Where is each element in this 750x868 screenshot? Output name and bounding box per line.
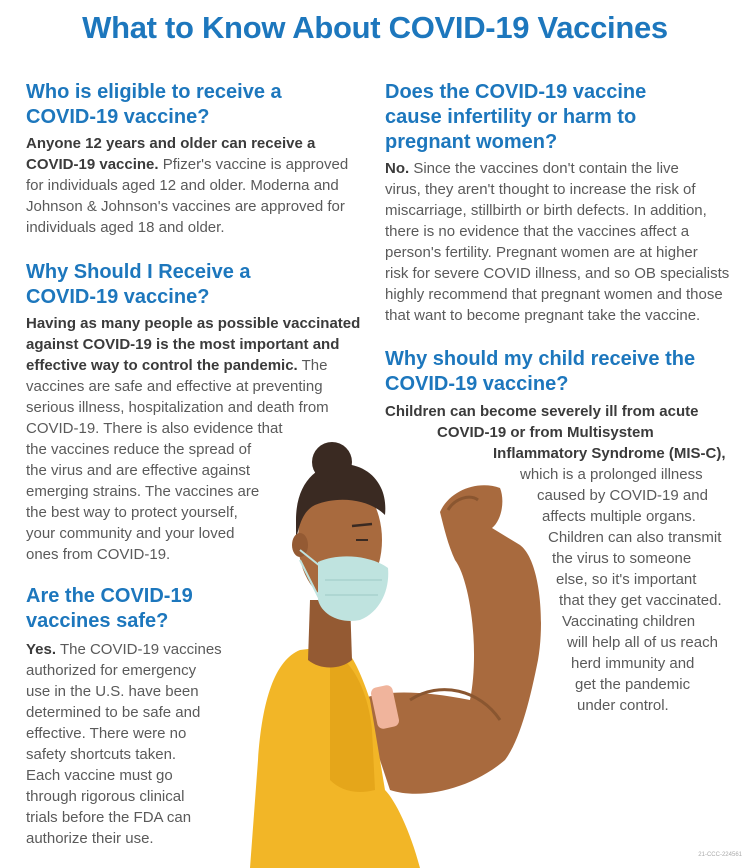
child-body: Children can become severely ill from acute COVID-19 or from Multisystem Inflammatory Syndrome (MIS-C), which is a prolonged illness caused by COVID-19 and affects multiple organs. Children can also transmit the virus to someone else, so it's important that they get vaccinated. Vaccinating children will help all of us reach herd immunity and get the pandemic under control.: [385, 403, 726, 714]
infertility-body: No. Since the vaccines don't contain the live virus, they aren't thought to increase the risk of miscarriage, stillbirth or birth defects. In addition, there is no evidence that the vaccines affect a person's fertility. Pregnant women are at higher risk for severe COVID illness, and so OB specialists highly recommend that pregnant women and those that want to become pregnant take the vaccine.: [385, 160, 730, 324]
document-code: 21-CCC-224561: [698, 852, 742, 858]
safe-body: Yes. The COVID-19 vaccines authorized for emergency use in the U.S. have been determined to be safe and effective. There were no safety shortcuts taken. Each vaccine must go through rigorous clinical trials before the FDA can authorize their use.: [26, 641, 222, 847]
safe-heading: Are the COVID-19 vaccines safe?: [26, 585, 193, 632]
why-body: Having as many people as possible vaccinated against COVID-19 is the most important and effective way to control the pandemic. The vaccines are safe and effective at preventing serious illness, hospitalization and death from COVID-19. There is also evidence that the vaccines reduce the spread of the virus and are effective against emerging strains. The vaccines are the best way to protect yourself, your community and your loved ones from COVID-19.: [26, 315, 361, 563]
page-title: What to Know About COVID-19 Vaccines: [82, 10, 668, 45]
face-mask: [318, 556, 388, 621]
eligible-heading: Who is eligible to receive a COVID-19 vaccine?: [26, 81, 282, 128]
eligible-body: Anyone 12 years and older can receive a COVID-19 vaccine. Pfizer's vaccine is approved for individuals aged 12 and older. Moderna and Johnson & Johnson's vaccines are approved for individuals aged 18 and older.: [26, 135, 349, 236]
child-heading: Why should my child receive the COVID-19 vaccine?: [385, 348, 696, 395]
why-heading: Why Should I Receive a COVID-19 vaccine?: [26, 261, 251, 308]
infertility-heading: Does the COVID-19 vaccine cause infertility or harm to pregnant women?: [385, 81, 647, 153]
